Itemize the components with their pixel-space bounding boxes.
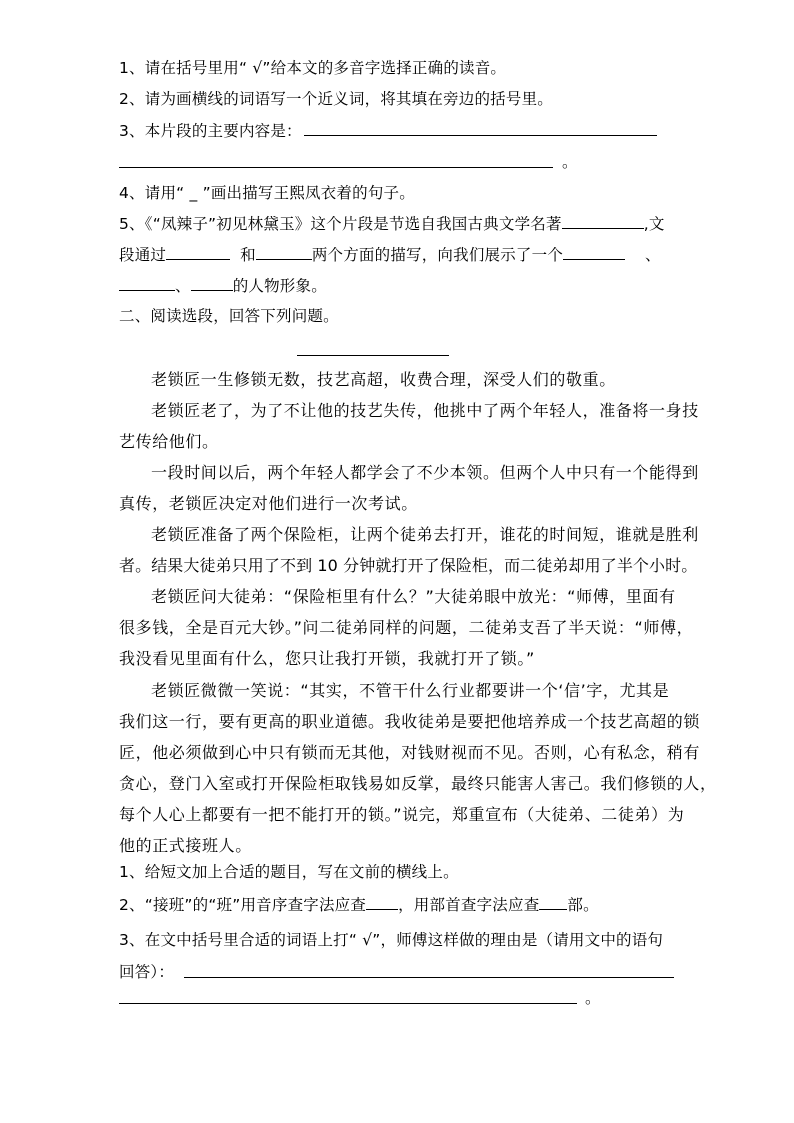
question-1-5-text-a: 5、《“凤辣子”初见林黛玉》这个片段是节选自我国古典文学名著 — [119, 215, 562, 233]
passage-line: 老锁匠准备了两个保险柜，让两个徒弟去打开，谁花的时间短，谁就是胜利 — [151, 525, 699, 544]
answer-blank[interactable] — [119, 1003, 577, 1004]
passage-line: 很多钱，全是百元大钞。”问二徒弟同样的问题，二徒弟支吾了半天说：“师傅， — [119, 618, 694, 637]
passage-line: 每个人心上都要有一把不能打开的锁。”说完，郑重宣布（大徒弟、二徒弟）为 — [119, 805, 685, 824]
passage-line: 一段时间以后，两个年轻人都学会了不少本领。但两个人中只有一个能得到 — [151, 463, 699, 482]
question-1-5-line-3 — [119, 275, 327, 296]
passage-line: 真传，老锁匠决定对他们进行一次考试。 — [119, 494, 418, 513]
question-2-3-line-2 — [119, 962, 174, 982]
question-1-2: 2、请为画横线的词语写一个近义词，将其填在旁边的括号里。 — [119, 90, 553, 108]
question-2-2-text-b: ，用部首查字法应查 — [398, 896, 540, 914]
passage-line: 老锁匠问大徒弟：“保险柜里有什么？”大徒弟眼中放光：“师傅，里面有 — [151, 587, 676, 606]
question-1-5-line-1 — [119, 213, 665, 234]
passage-line: 贪心，登门入室或打开保险柜取钱易如反掌，最终只能害人害己。我们修锁的人， — [119, 774, 717, 793]
question-2-2-text-a: 2、“接班”的“班”用音序查字法应查 — [119, 896, 367, 914]
question-1-3-label: 3、本片段的主要内容是： — [119, 122, 302, 140]
question-1-5-line-2 — [119, 244, 661, 265]
passage-line: 艺传给他们。 — [119, 432, 219, 451]
passage-line: 老锁匠老了，为了不让他的技艺失传，他挑中了两个年轻人，准备将一身技 — [151, 401, 699, 420]
question-1-1: 1、请在括号里用“ √”给本文的多音字选择正确的读音。 — [119, 59, 507, 77]
answer-blank[interactable] — [562, 213, 644, 229]
passage-line: 者。结果大徒弟只用了不到 10 分钟就打开了保险柜，而二徒弟却用了半个小时。 — [119, 556, 698, 575]
passage-line: 匠，他必须做到心中只有锁而无其他，对钱财视而不见。否则，心有私念，稍有 — [119, 743, 701, 762]
answer-blank[interactable] — [563, 244, 625, 260]
answer-blank[interactable] — [366, 894, 398, 910]
answer-blank[interactable] — [191, 275, 233, 291]
passage-line: 老锁匠微微一笑说：“其实，不管干什么行业都要讲一个‘信’字，尤其是 — [151, 681, 670, 700]
question-2-1: 1、给短文加上合适的题目，写在文前的横线上。 — [119, 863, 459, 881]
passage-line: 我没看见里面有什么，您只让我打开锁，我就打开了锁。” — [119, 649, 535, 668]
question-1-5-text-e: 两个方面的描写，向我们展示了一个 — [311, 246, 564, 264]
title-blank[interactable] — [297, 355, 449, 356]
question-1-5-text-d: 和 — [240, 246, 256, 264]
answer-blank[interactable] — [304, 135, 657, 136]
question-1-5-text-h: 的人物形象。 — [232, 277, 327, 295]
question-2-2 — [119, 894, 599, 915]
question-1-5-text-f: 、 — [645, 246, 661, 264]
question-1-4: 4、请用“ _ ”画出描写王熙凤衣着的句子。 — [119, 184, 415, 202]
question-2-2-text-c: 部。 — [567, 896, 599, 914]
answer-blank[interactable] — [256, 244, 312, 260]
answer-blank[interactable] — [539, 894, 567, 910]
question-2-3-line-1: 3、在文中括号里合适的词语上打“ √”，师傅这样做的理由是（请用文中的语句 — [119, 931, 664, 949]
question-1-5-text-c: 段通过 — [119, 246, 167, 264]
passage-line: 他的正式接班人。 — [119, 836, 252, 855]
answer-blank[interactable] — [119, 167, 553, 168]
question-2-3-text-b: 回答）： — [119, 963, 175, 981]
passage-line: 老锁匠一生修锁无数，技艺高超，收费合理，深受人们的敬重。 — [151, 370, 616, 389]
question-1-5-text-g: 、 — [175, 277, 191, 295]
section-2-heading: 二、阅读选段，回答下列问题。 — [119, 307, 339, 325]
answer-blank[interactable] — [119, 275, 175, 291]
question-1-5-text-b: ,文 — [643, 215, 665, 233]
answer-blank[interactable] — [184, 977, 674, 978]
question-1-3 — [119, 121, 302, 141]
period: 。 — [562, 153, 578, 171]
passage-line: 我们这一行，要有更高的职业道德。我收徒弟是要把他培养成一个技艺高超的锁 — [119, 712, 701, 731]
period: 。 — [585, 989, 601, 1007]
answer-blank[interactable] — [166, 244, 230, 260]
